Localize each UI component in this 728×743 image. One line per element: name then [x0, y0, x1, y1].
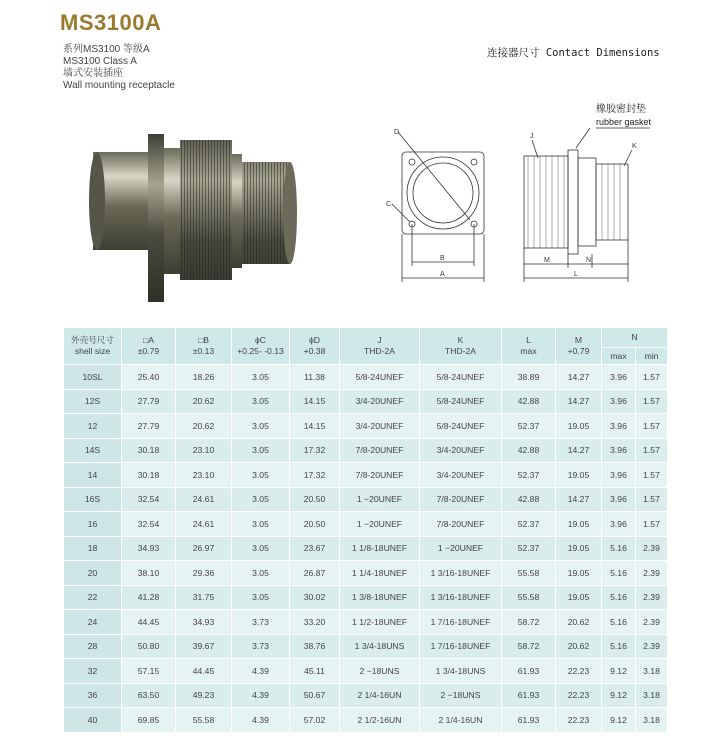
- cell-n-max: 5.16: [602, 585, 636, 610]
- cell-m: 19.05: [556, 561, 602, 586]
- cell-b: 31.75: [176, 585, 232, 610]
- cell-a: 63.50: [122, 683, 176, 708]
- cell-j: 7/8-20UNEF: [340, 463, 420, 488]
- dimensions-title: 连接器尺寸 Contact Dimensions: [487, 47, 660, 59]
- cell-a: 27.79: [122, 389, 176, 414]
- cell-k: 1 3/16-18UNEF: [420, 561, 502, 586]
- label-n: N: [586, 257, 592, 264]
- cell-k: 1 3/4-18UNS: [420, 659, 502, 684]
- header-j-label: J: [377, 335, 382, 345]
- cell-l: 58.72: [502, 634, 556, 659]
- cell-n-max: 5.16: [602, 610, 636, 635]
- cell-l: 61.93: [502, 708, 556, 733]
- cell-d: 50.67: [290, 683, 340, 708]
- cell-b: 23.10: [176, 438, 232, 463]
- cell-c: 3.73: [232, 610, 290, 635]
- cell-l: 52.37: [502, 512, 556, 537]
- header-l-max: max: [520, 346, 537, 356]
- header-n: N: [602, 328, 668, 348]
- cell-n-min: 1.57: [636, 389, 668, 414]
- cell-a: 30.18: [122, 438, 176, 463]
- cell-n-min: 2.39: [636, 536, 668, 561]
- cell-c: 4.39: [232, 708, 290, 733]
- cell-k: 5/8-24UNEF: [420, 414, 502, 439]
- cell-k: 7/8-20UNEF: [420, 487, 502, 512]
- cell-j: 1 3/8-18UNEF: [340, 585, 420, 610]
- cell-shell-size: 12S: [64, 389, 122, 414]
- table-row: [64, 585, 668, 610]
- cell-n-max: 5.16: [602, 634, 636, 659]
- cell-c: 3.05: [232, 463, 290, 488]
- cell-shell-size: 36: [64, 683, 122, 708]
- cell-c: 3.05: [232, 561, 290, 586]
- cell-b: 44.45: [176, 659, 232, 684]
- cell-shell-size: 14S: [64, 438, 122, 463]
- cell-k: 2 −18UNS: [420, 683, 502, 708]
- cell-d: 14.15: [290, 414, 340, 439]
- cell-j: 3/4-20UNEF: [340, 389, 420, 414]
- table-row: [64, 610, 668, 635]
- header-m-label: M: [574, 335, 583, 345]
- header-c: [232, 328, 290, 365]
- header-shell-en: shell size: [74, 346, 111, 356]
- cell-a: 30.18: [122, 463, 176, 488]
- cell-l: 38.89: [502, 365, 556, 390]
- cell-n-max: 3.96: [602, 438, 636, 463]
- cell-l: 52.37: [502, 536, 556, 561]
- header-c-label: ϕC: [254, 335, 267, 345]
- cell-n-max: 3.96: [602, 365, 636, 390]
- cell-a: 50.80: [122, 634, 176, 659]
- cell-n-max: 3.96: [602, 512, 636, 537]
- table-row: [64, 659, 668, 684]
- cell-c: 3.05: [232, 414, 290, 439]
- cell-j: 3/4-20UNEF: [340, 414, 420, 439]
- cell-shell-size: 32: [64, 659, 122, 684]
- header-c-tol: +0.25- -0.13: [237, 346, 284, 356]
- cell-m: 14.27: [556, 365, 602, 390]
- cell-b: 26.97: [176, 536, 232, 561]
- cell-m: 14.27: [556, 389, 602, 414]
- cell-m: 14.27: [556, 438, 602, 463]
- cell-d: 20.50: [290, 487, 340, 512]
- table-row: [64, 683, 668, 708]
- cell-m: 20.62: [556, 634, 602, 659]
- table-row: [64, 634, 668, 659]
- series-label-en: MS3100 Class A: [63, 56, 137, 67]
- cell-shell-size: 16: [64, 512, 122, 537]
- cell-k: 2 1/4-16UN: [420, 708, 502, 733]
- cell-n-min: 1.57: [636, 414, 668, 439]
- cell-shell-size: 14: [64, 463, 122, 488]
- cell-d: 30.02: [290, 585, 340, 610]
- cell-l: 61.93: [502, 659, 556, 684]
- header-k-label: K: [457, 335, 464, 345]
- header-b-label: □B: [198, 335, 209, 345]
- cell-n-max: 3.96: [602, 463, 636, 488]
- header-m-tol: +0.79: [567, 346, 590, 356]
- cell-a: 34.93: [122, 536, 176, 561]
- cell-n-min: 1.57: [636, 463, 668, 488]
- cell-b: 24.61: [176, 512, 232, 537]
- cell-j: 1 1/4-18UNEF: [340, 561, 420, 586]
- mount-label-cn: 墙式安装插座: [63, 68, 123, 79]
- cell-c: 3.05: [232, 365, 290, 390]
- cell-b: 18.26: [176, 365, 232, 390]
- cell-n-max: 9.12: [602, 708, 636, 733]
- cell-k: 1 3/16-18UNEF: [420, 585, 502, 610]
- header-j: [340, 328, 420, 365]
- header-k: [420, 328, 502, 365]
- cell-shell-size: 40: [64, 708, 122, 733]
- header-l: [502, 328, 556, 365]
- cell-a: 38.10: [122, 561, 176, 586]
- cell-m: 19.05: [556, 463, 602, 488]
- cell-n-min: 1.57: [636, 438, 668, 463]
- cell-j: 5/8-24UNEF: [340, 365, 420, 390]
- header-m: [556, 328, 602, 365]
- cell-a: 32.54: [122, 512, 176, 537]
- cell-n-max: 5.16: [602, 536, 636, 561]
- label-l: L: [574, 271, 578, 278]
- connector-photo: [85, 120, 315, 320]
- cell-l: 42.88: [502, 389, 556, 414]
- cell-shell-size: 12: [64, 414, 122, 439]
- cell-k: 1 −20UNEF: [420, 536, 502, 561]
- cell-n-min: 1.57: [636, 512, 668, 537]
- cell-k: 1 7/16-18UNEF: [420, 610, 502, 635]
- dimensions-table: [63, 327, 668, 733]
- cell-c: 3.05: [232, 389, 290, 414]
- series-label-cn: 系列MS3100 等级A: [63, 44, 150, 55]
- table-row: [64, 487, 668, 512]
- table-row: [64, 438, 668, 463]
- cell-d: 17.32: [290, 438, 340, 463]
- header-shell: [64, 328, 122, 365]
- cell-c: 3.05: [232, 512, 290, 537]
- cell-shell-size: 10SL: [64, 365, 122, 390]
- table-row: [64, 536, 668, 561]
- cell-b: 20.62: [176, 389, 232, 414]
- cell-m: 22.23: [556, 708, 602, 733]
- header-d-label: ϕD: [308, 335, 321, 345]
- cell-n-min: 3.18: [636, 683, 668, 708]
- cell-c: 3.05: [232, 585, 290, 610]
- cell-shell-size: 16S: [64, 487, 122, 512]
- cell-k: 5/8-24UNEF: [420, 365, 502, 390]
- cell-shell-size: 24: [64, 610, 122, 635]
- cell-n-min: 1.57: [636, 487, 668, 512]
- header-a: [122, 328, 176, 365]
- cell-a: 25.40: [122, 365, 176, 390]
- cell-m: 19.05: [556, 536, 602, 561]
- cell-k: 3/4-20UNEF: [420, 463, 502, 488]
- cell-n-max: 3.96: [602, 414, 636, 439]
- header-l-label: L: [526, 335, 531, 345]
- cell-a: 69.85: [122, 708, 176, 733]
- cell-m: 19.05: [556, 414, 602, 439]
- cell-c: 3.05: [232, 438, 290, 463]
- header-k-thd: THD-2A: [444, 346, 477, 356]
- cell-l: 42.88: [502, 487, 556, 512]
- cell-shell-size: 28: [64, 634, 122, 659]
- header-a-label: □A: [143, 335, 154, 345]
- cell-b: 23.10: [176, 463, 232, 488]
- cell-a: 57.15: [122, 659, 176, 684]
- cell-k: 5/8-24UNEF: [420, 389, 502, 414]
- front-view-drawing: [380, 120, 500, 290]
- cell-b: 39.67: [176, 634, 232, 659]
- cell-d: 14.15: [290, 389, 340, 414]
- cell-shell-size: 22: [64, 585, 122, 610]
- label-m: M: [544, 257, 550, 264]
- label-b: B: [440, 255, 445, 262]
- cell-d: 17.32: [290, 463, 340, 488]
- cell-l: 52.37: [502, 414, 556, 439]
- cell-j: 1 −20UNEF: [340, 487, 420, 512]
- header-d: [290, 328, 340, 365]
- cell-l: 58.72: [502, 610, 556, 635]
- cell-n-min: 1.57: [636, 365, 668, 390]
- cell-b: 29.36: [176, 561, 232, 586]
- cell-j: 1 −20UNEF: [340, 512, 420, 537]
- cell-d: 45.11: [290, 659, 340, 684]
- cell-n-max: 9.12: [602, 683, 636, 708]
- label-a: A: [440, 271, 445, 278]
- cell-n-max: 3.96: [602, 389, 636, 414]
- gasket-label-cn: 橡胶密封垫: [596, 104, 646, 115]
- cell-j: 1 3/4-18UNS: [340, 634, 420, 659]
- cell-m: 22.23: [556, 683, 602, 708]
- side-view-drawing: [510, 100, 670, 290]
- cell-n-min: 3.18: [636, 659, 668, 684]
- table-row: [64, 561, 668, 586]
- cell-m: 20.62: [556, 610, 602, 635]
- cell-a: 32.54: [122, 487, 176, 512]
- cell-l: 55.58: [502, 561, 556, 586]
- label-j: J: [530, 133, 534, 140]
- cell-n-max: 5.16: [602, 561, 636, 586]
- cell-n-min: 2.39: [636, 610, 668, 635]
- header-b-tol: ±0.13: [192, 346, 215, 356]
- cell-j: 2 1/2-16UN: [340, 708, 420, 733]
- table-row: [64, 414, 668, 439]
- table-row: [64, 463, 668, 488]
- cell-m: 22.23: [556, 659, 602, 684]
- cell-n-min: 2.39: [636, 634, 668, 659]
- cell-j: 2 1/4-16UN: [340, 683, 420, 708]
- cell-b: 55.58: [176, 708, 232, 733]
- cell-c: 4.39: [232, 683, 290, 708]
- cell-m: 14.27: [556, 487, 602, 512]
- cell-b: 34.93: [176, 610, 232, 635]
- cell-a: 44.45: [122, 610, 176, 635]
- header-d-tol: +0.38: [303, 346, 326, 356]
- table-row: [64, 708, 668, 733]
- cell-k: 3/4-20UNEF: [420, 438, 502, 463]
- cell-d: 57.02: [290, 708, 340, 733]
- cell-d: 20.50: [290, 512, 340, 537]
- cell-j: 1 1/2-18UNEF: [340, 610, 420, 635]
- cell-k: 7/8-20UNEF: [420, 512, 502, 537]
- table-row: [64, 389, 668, 414]
- cell-m: 19.05: [556, 585, 602, 610]
- cell-n-min: 2.39: [636, 561, 668, 586]
- cell-m: 19.05: [556, 512, 602, 537]
- cell-shell-size: 18: [64, 536, 122, 561]
- cell-l: 52.37: [502, 463, 556, 488]
- cell-a: 41.28: [122, 585, 176, 610]
- cell-c: 4.39: [232, 659, 290, 684]
- cell-b: 20.62: [176, 414, 232, 439]
- cell-n-max: 3.96: [602, 487, 636, 512]
- cell-j: 2 −18UNS: [340, 659, 420, 684]
- product-title: MS3100A: [60, 10, 162, 35]
- gasket-label-en: rubber gasket: [596, 117, 652, 127]
- cell-shell-size: 20: [64, 561, 122, 586]
- header-shell-cn: 外壳号尺寸: [71, 335, 114, 345]
- table-row: [64, 365, 668, 390]
- cell-n-min: 2.39: [636, 585, 668, 610]
- cell-k: 1 7/16-18UNEF: [420, 634, 502, 659]
- label-k: K: [632, 143, 637, 150]
- cell-b: 24.61: [176, 487, 232, 512]
- cell-c: 3.05: [232, 487, 290, 512]
- cell-d: 38.76: [290, 634, 340, 659]
- cell-l: 55.58: [502, 585, 556, 610]
- cell-a: 27.79: [122, 414, 176, 439]
- cell-c: 3.05: [232, 536, 290, 561]
- cell-j: 1 1/8-18UNEF: [340, 536, 420, 561]
- label-d: D: [394, 129, 400, 136]
- header-n-min: min: [636, 348, 668, 365]
- cell-j: 7/8-20UNEF: [340, 438, 420, 463]
- header-n-max: max: [602, 348, 636, 365]
- cell-c: 3.73: [232, 634, 290, 659]
- cell-b: 49.23: [176, 683, 232, 708]
- cell-d: 26.87: [290, 561, 340, 586]
- cell-l: 42.88: [502, 438, 556, 463]
- header-j-thd: THD-2A: [363, 346, 396, 356]
- cell-d: 23.67: [290, 536, 340, 561]
- label-c: C: [386, 201, 392, 208]
- cell-n-min: 3.18: [636, 708, 668, 733]
- cell-n-max: 9.12: [602, 659, 636, 684]
- mount-label-en: Wall mounting receptacle: [63, 80, 175, 91]
- cell-d: 11.38: [290, 365, 340, 390]
- gasket-label: [596, 104, 651, 128]
- cell-d: 33.20: [290, 610, 340, 635]
- header-b: [176, 328, 232, 365]
- cell-l: 61.93: [502, 683, 556, 708]
- table-row: [64, 512, 668, 537]
- header-a-tol: ±0.79: [137, 346, 160, 356]
